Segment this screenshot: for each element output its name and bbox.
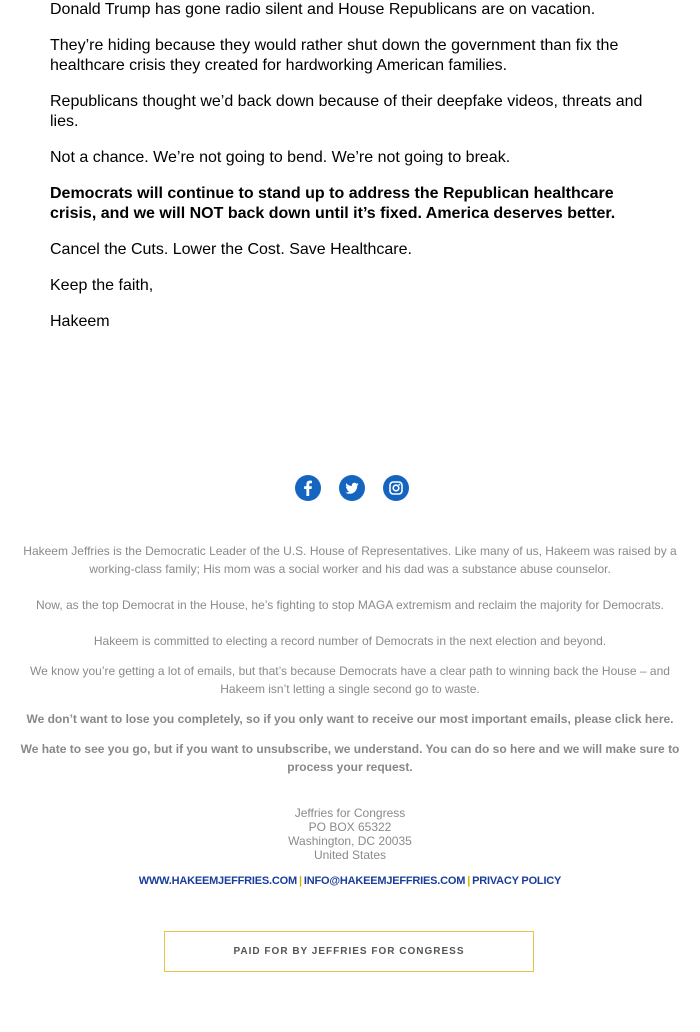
paragraph-hiding-line1: They’re hiding because they would rather shut down the government than fix the <box>50 37 619 54</box>
signature: Hakeem <box>50 313 110 330</box>
address-name: Jeffries for Congress <box>294 806 406 820</box>
paragraph-cancel-cuts: Cancel the Cuts. Lower the Cost. Save Healthcare. <box>50 241 412 258</box>
address-country: United States <box>313 848 387 862</box>
paragraph-hiding-line2: healthcare crisis they created for hardworking American families. <box>50 57 508 74</box>
footer-bio-line1: Hakeem Jeffries is the Democratic Leader of the U.S. House of Representatives. Like many of us, Hakeem was raised by a <box>23 544 677 558</box>
mailing-address <box>0 806 700 862</box>
paragraph-deepfake <box>50 92 650 132</box>
important-emails-link[interactable]: We don’t want to lose you completely, so if you only want to receive our most important emails, please click here. <box>26 712 674 726</box>
footer-record: Hakeem is committed to electing a record number of Democrats in the next election and beyond. <box>93 634 607 648</box>
paragraph-deepfake-line2: lies. <box>50 113 79 130</box>
email-link[interactable]: INFO@HAKEEMJEFFRIES.COM <box>303 875 466 887</box>
paragraph-not-a-chance: Not a chance. We’re not going to bend. We’re not going to break. <box>50 149 511 166</box>
unsubscribe-text[interactable] <box>0 740 700 776</box>
website-link[interactable]: WWW.HAKEEMJEFFRIES.COM <box>138 875 297 887</box>
footer-bio <box>0 542 700 578</box>
unsubscribe-line2: process your request. <box>287 760 413 774</box>
paragraph-stand-up-line1: Democrats will continue to stand up to address the Republican healthcare <box>50 185 614 202</box>
twitter-icon[interactable] <box>339 475 365 501</box>
footer-emails <box>0 662 700 698</box>
paid-for-disclaimer: PAID FOR BY JEFFRIES FOR CONGRESS <box>164 931 534 972</box>
footer-bio-line2: working-class family; His mom was a social worker and his dad was a substance abuse counselor. <box>89 562 611 576</box>
paragraph-deepfake-line1: Republicans thought we’d back down because of their deepfake videos, threats and <box>50 93 643 110</box>
paragraph-radio-silent: Donald Trump has gone radio silent and House Republicans are on vacation. <box>50 1 596 18</box>
paragraph-stand-up <box>50 184 650 224</box>
unsubscribe-line1: We hate to see you go, but if you want to unsubscribe, we understand. You can do so here and we will make sure to <box>20 742 680 756</box>
address-box: PO BOX 65322 <box>308 820 392 834</box>
address-city: Washington, DC 20035 <box>288 834 412 848</box>
footer-links <box>0 875 700 887</box>
paragraph-hiding <box>50 36 650 76</box>
facebook-icon[interactable] <box>295 475 321 501</box>
footer-emails-line2: Hakeem isn’t letting a single second go to waste. <box>220 682 480 696</box>
social-links <box>0 475 700 501</box>
footer-top-democrat: Now, as the top Democrat in the House, he’s fighting to stop MAGA extremism and reclaim the majority for Democrats. <box>35 598 665 612</box>
paragraph-keep-faith: Keep the faith, <box>50 277 154 294</box>
privacy-policy-link[interactable]: PRIVACY POLICY <box>472 875 562 887</box>
instagram-icon[interactable] <box>383 475 409 501</box>
footer-emails-line1: We know you’re getting a lot of emails, but that’s because Democrats have a clear path to winning back the House – and <box>30 664 670 678</box>
link-separator: | <box>467 875 471 887</box>
link-separator: | <box>298 875 302 887</box>
paragraph-stand-up-line2: crisis, and we will NOT back down until it’s fixed. America deserves better. <box>50 205 616 222</box>
